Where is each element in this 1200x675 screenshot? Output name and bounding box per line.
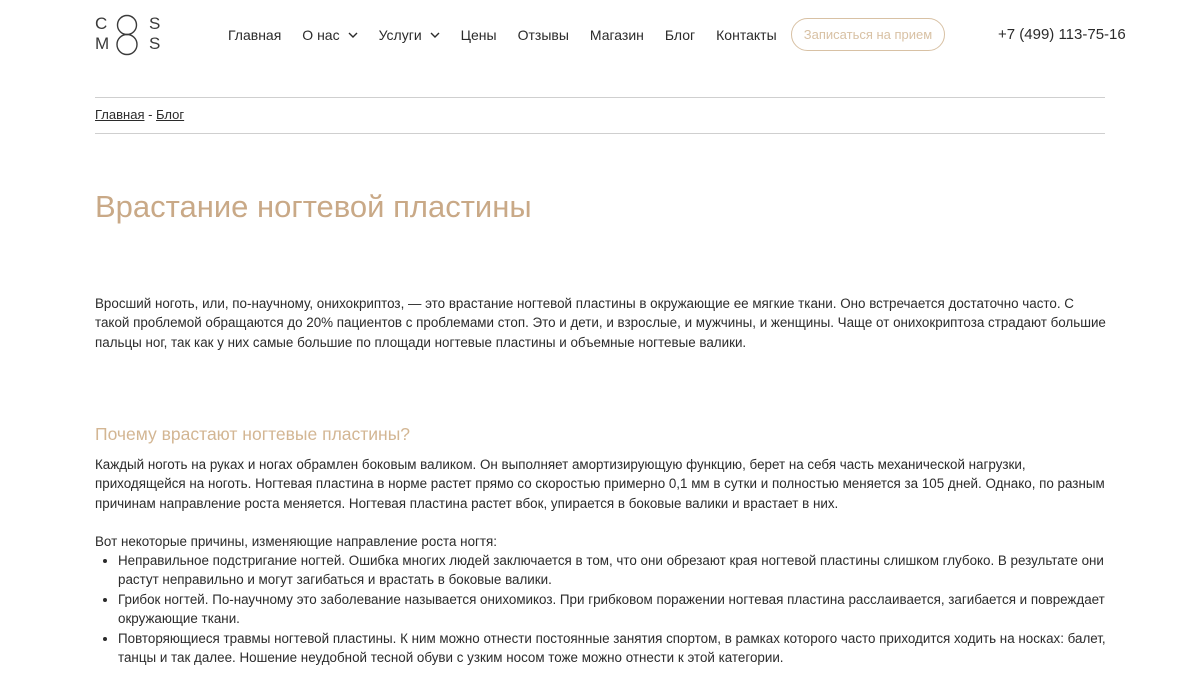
nav-item-home[interactable] bbox=[228, 27, 281, 43]
logo-letter-s-top: S bbox=[149, 14, 161, 33]
list-item: • Повторяющиеся травмы ногтевой пластины. К ним можно отнести постоянные занятия спортом, в рамках которого часто приходится ходить на носках: балет, танцы и так далее. Ношение неудобной тесной обуви с узким носом тоже можно отнести к этой категории. bbox=[118, 629, 1130, 668]
breadcrumb-blog-link[interactable]: Блог bbox=[156, 107, 185, 122]
nav-item-label: Магазин bbox=[589, 27, 644, 43]
nav-item-label: Блог bbox=[664, 27, 696, 43]
logo-letter-s-bottom: S bbox=[149, 34, 161, 53]
site-header bbox=[0, 0, 1200, 70]
list-item: • Неправильное подстригание ногтей. Ошибка многих людей заключается в том, что они обрезают края ногтевой пластины слишком глубоко. В результате они растут неправильно и могут загибаться и врастать в боковые валики. bbox=[118, 551, 1130, 590]
nav-item-blog[interactable] bbox=[665, 27, 695, 43]
body-paragraph: Каждый ноготь на руках и ногах обрамлен боковым валиком. Он выполняет амортизирующую функцию, берет на себя часть механической нагрузки, приходящейся на ноготь. Ногтевая пластина в норме растет прямо со скоростью примерно 0,1 мм в сутки и полностью меняется за 105 дней. Однако, по разным причинам направление роста меняется. Ногтевая пластина растет вбок, упирается в боковые валики и врастает в них. bbox=[95, 457, 1105, 511]
nav-item-contacts[interactable] bbox=[716, 27, 776, 43]
intro-paragraph: Вросший ноготь, или, по-научному, онихокриптоз, — это врастание ногтевой пластины в окружающие ее мягкие ткани. Оно встречается достаточно часто. С такой проблемой обращаются до 20% пациентов с проблемами стоп. Это и дети, и взрослые, и мужчины, и женщины. Чаще от онихокриптоза страдают большие пальцы ног, так как у них самые большие по площади ногтевые пластины и объемные ногтевые валики. bbox=[95, 296, 1106, 350]
breadcrumb bbox=[95, 107, 184, 122]
divider bbox=[95, 133, 1105, 134]
phone-number[interactable]: +7 (499) 113-75-16 bbox=[998, 26, 1126, 43]
nav-item-label: О нас bbox=[302, 27, 340, 43]
nav-item-label: Услуги bbox=[378, 27, 422, 43]
breadcrumb-home-link[interactable]: Главная bbox=[95, 107, 145, 122]
page-title: Врастание ногтевой пластины bbox=[95, 189, 532, 224]
logo-eight-icon bbox=[114, 14, 140, 56]
logo[interactable] bbox=[95, 14, 159, 56]
book-appointment-button[interactable]: Записаться на прием bbox=[791, 18, 945, 51]
nav-item-shop[interactable] bbox=[590, 27, 644, 43]
list-intro-paragraph: Вот некоторые причины, изменяющие направление роста ногтя: bbox=[95, 534, 497, 549]
nav-item-services[interactable] bbox=[379, 27, 440, 43]
breadcrumb-separator: - bbox=[144, 107, 157, 122]
logo-letter-m: M bbox=[95, 34, 110, 53]
nav-item-prices[interactable] bbox=[461, 27, 497, 43]
main-nav bbox=[228, 27, 798, 43]
section-heading: Почему врастают ногтевые пластины? bbox=[95, 424, 411, 444]
nav-item-label: Контакты bbox=[716, 27, 777, 43]
reasons-list bbox=[95, 551, 1130, 667]
logo-letter-c: C bbox=[95, 14, 108, 33]
nav-item-about[interactable] bbox=[302, 27, 357, 43]
divider bbox=[95, 97, 1105, 98]
nav-item-label: Цены bbox=[460, 27, 497, 43]
nav-item-reviews[interactable] bbox=[518, 27, 569, 43]
nav-item-label: Отзывы bbox=[517, 27, 569, 43]
nav-item-label: Главная bbox=[228, 27, 282, 43]
chevron-down-icon bbox=[430, 30, 440, 40]
chevron-down-icon bbox=[348, 30, 358, 40]
list-item: • Грибок ногтей. По-научному это заболевание называется онихомикоз. При грибковом поражении ногтевая пластина расслаивается, загибается и повреждает окружающие ткани. bbox=[118, 590, 1130, 629]
